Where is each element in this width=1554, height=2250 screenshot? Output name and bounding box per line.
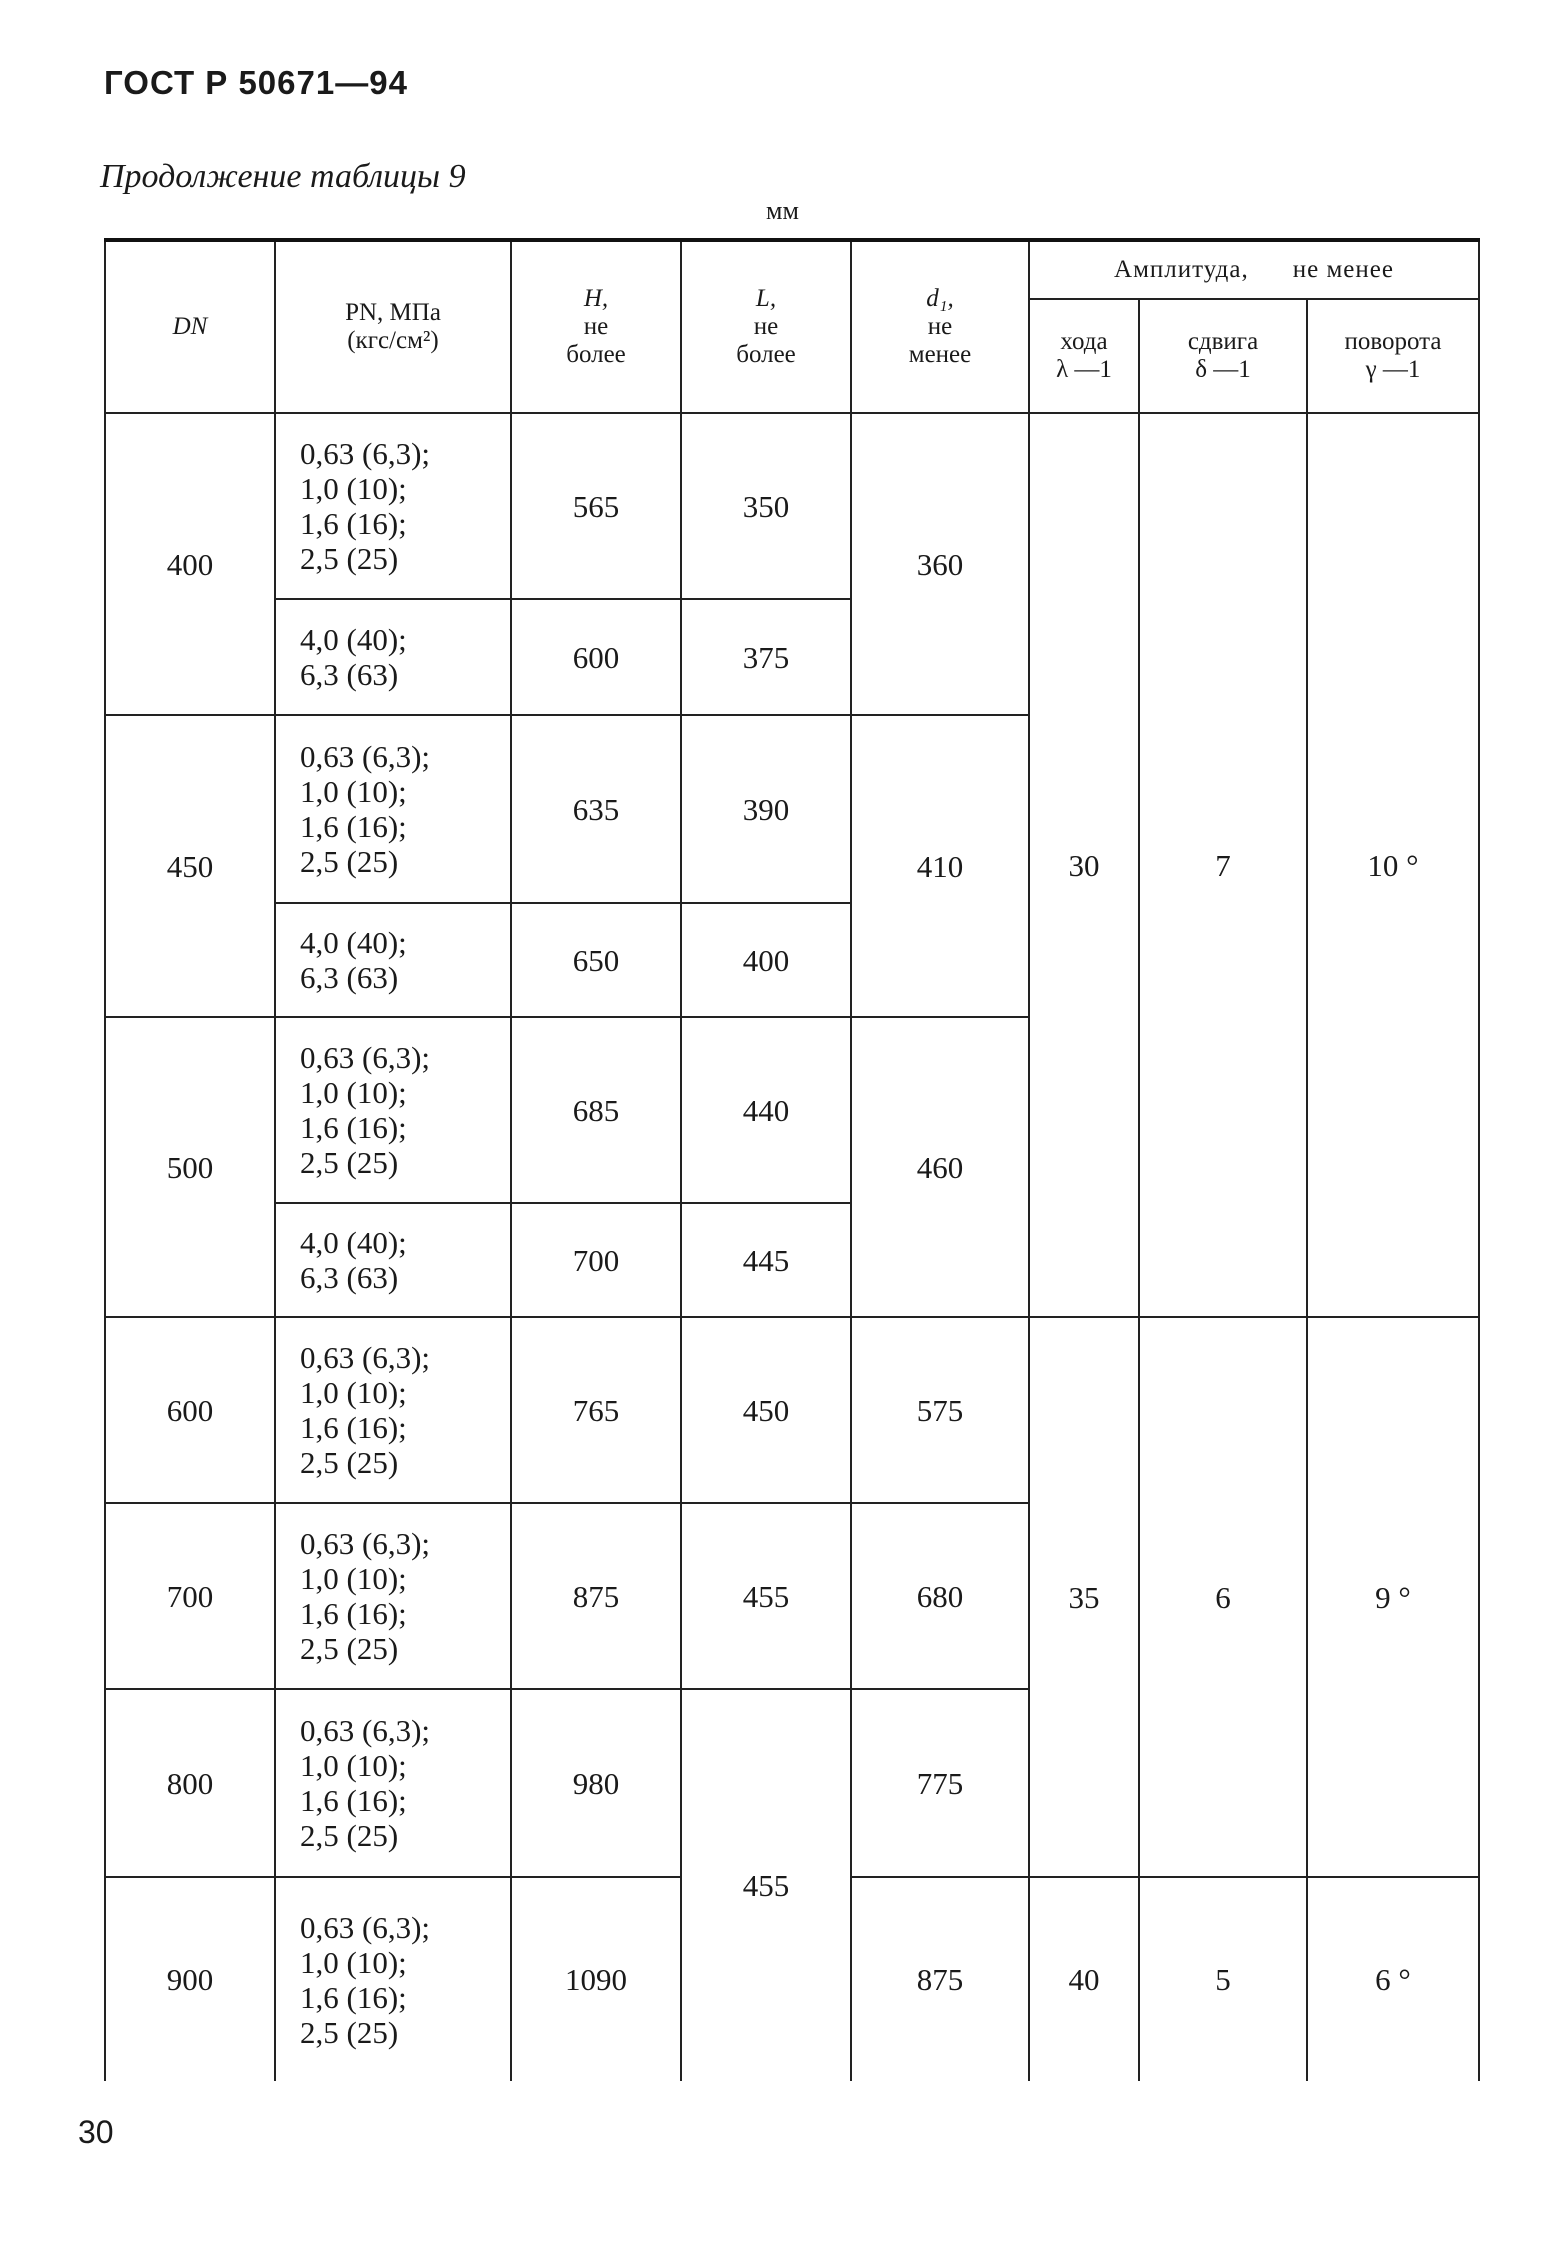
- cell-shift: 5: [1139, 1877, 1307, 2081]
- cell-stroke: 35: [1029, 1317, 1139, 1877]
- cell-dn: 900: [105, 1877, 275, 2081]
- cell-h: 980: [511, 1689, 681, 1877]
- cell-l: 455: [681, 1689, 851, 2081]
- cell-pn: 0,63 (6,3); 1,0 (10); 1,6 (16); 2,5 (25): [275, 1877, 511, 2081]
- page-number: 30: [78, 2114, 114, 2150]
- table-caption: Продолжение таблицы 9: [100, 158, 466, 195]
- header-pn: PN, МПа (кгс/см²): [275, 240, 511, 413]
- header-h: H, не более: [511, 240, 681, 413]
- cell-h: 565: [511, 413, 681, 599]
- cell-d1: 460: [851, 1017, 1029, 1317]
- header-row-1: [105, 240, 1479, 299]
- cell-l: 350: [681, 413, 851, 599]
- cell-rotation: 10 °: [1307, 413, 1479, 1317]
- header-d1: d₁, не менее: [851, 240, 1029, 413]
- cell-h: 875: [511, 1503, 681, 1689]
- cell-stroke: 30: [1029, 413, 1139, 1317]
- cell-d1: 680: [851, 1503, 1029, 1689]
- cell-h: 685: [511, 1017, 681, 1203]
- cell-rotation: 6 °: [1307, 1877, 1479, 2081]
- cell-pn: 0,63 (6,3); 1,0 (10); 1,6 (16); 2,5 (25): [275, 715, 511, 903]
- cell-d1: 775: [851, 1689, 1029, 1877]
- cell-rotation: 9 °: [1307, 1317, 1479, 1877]
- cell-h: 1090: [511, 1877, 681, 2081]
- cell-l: 400: [681, 903, 851, 1017]
- cell-pn: 0,63 (6,3); 1,0 (10); 1,6 (16); 2,5 (25): [275, 1317, 511, 1503]
- cell-l: 375: [681, 599, 851, 715]
- cell-dn: 600: [105, 1317, 275, 1503]
- header-dn: DN: [105, 240, 275, 413]
- cell-pn: 0,63 (6,3); 1,0 (10); 1,6 (16); 2,5 (25): [275, 413, 511, 599]
- document-standard-number: ГОСТ Р 50671—94: [104, 64, 408, 101]
- cell-h: 700: [511, 1203, 681, 1317]
- cell-d1: 410: [851, 715, 1029, 1017]
- header-l: L, не более: [681, 240, 851, 413]
- cell-dn: 700: [105, 1503, 275, 1689]
- cell-l: 445: [681, 1203, 851, 1317]
- cell-pn: 0,63 (6,3); 1,0 (10); 1,6 (16); 2,5 (25): [275, 1017, 511, 1203]
- cell-stroke: 40: [1029, 1877, 1139, 2081]
- table-row: [105, 1317, 1479, 1503]
- cell-pn: 0,63 (6,3); 1,0 (10); 1,6 (16); 2,5 (25): [275, 1503, 511, 1689]
- header-shift: сдвига δ —1: [1139, 299, 1307, 413]
- cell-h: 635: [511, 715, 681, 903]
- cell-l: 390: [681, 715, 851, 903]
- cell-d1: 575: [851, 1317, 1029, 1503]
- specification-table: [104, 238, 1480, 2081]
- table-row: [105, 413, 1479, 599]
- cell-shift: 6: [1139, 1317, 1307, 1877]
- cell-h: 600: [511, 599, 681, 715]
- cell-shift: 7: [1139, 413, 1307, 1317]
- cell-d1: 360: [851, 413, 1029, 715]
- cell-dn: 400: [105, 413, 275, 715]
- header-amplitude-group: Амплитуда, не менее: [1029, 240, 1479, 299]
- cell-h: 650: [511, 903, 681, 1017]
- header-rotation: поворота γ —1: [1307, 299, 1479, 413]
- units-label: мм: [766, 196, 799, 225]
- cell-pn: 4,0 (40); 6,3 (63): [275, 903, 511, 1017]
- cell-pn: 4,0 (40); 6,3 (63): [275, 1203, 511, 1317]
- cell-dn: 800: [105, 1689, 275, 1877]
- cell-l: 455: [681, 1503, 851, 1689]
- cell-h: 765: [511, 1317, 681, 1503]
- cell-pn: 0,63 (6,3); 1,0 (10); 1,6 (16); 2,5 (25): [275, 1689, 511, 1877]
- cell-pn: 4,0 (40); 6,3 (63): [275, 599, 511, 715]
- cell-l: 450: [681, 1317, 851, 1503]
- header-stroke: хода λ —1: [1029, 299, 1139, 413]
- cell-l: 440: [681, 1017, 851, 1203]
- cell-d1: 875: [851, 1877, 1029, 2081]
- cell-dn: 500: [105, 1017, 275, 1317]
- cell-dn: 450: [105, 715, 275, 1017]
